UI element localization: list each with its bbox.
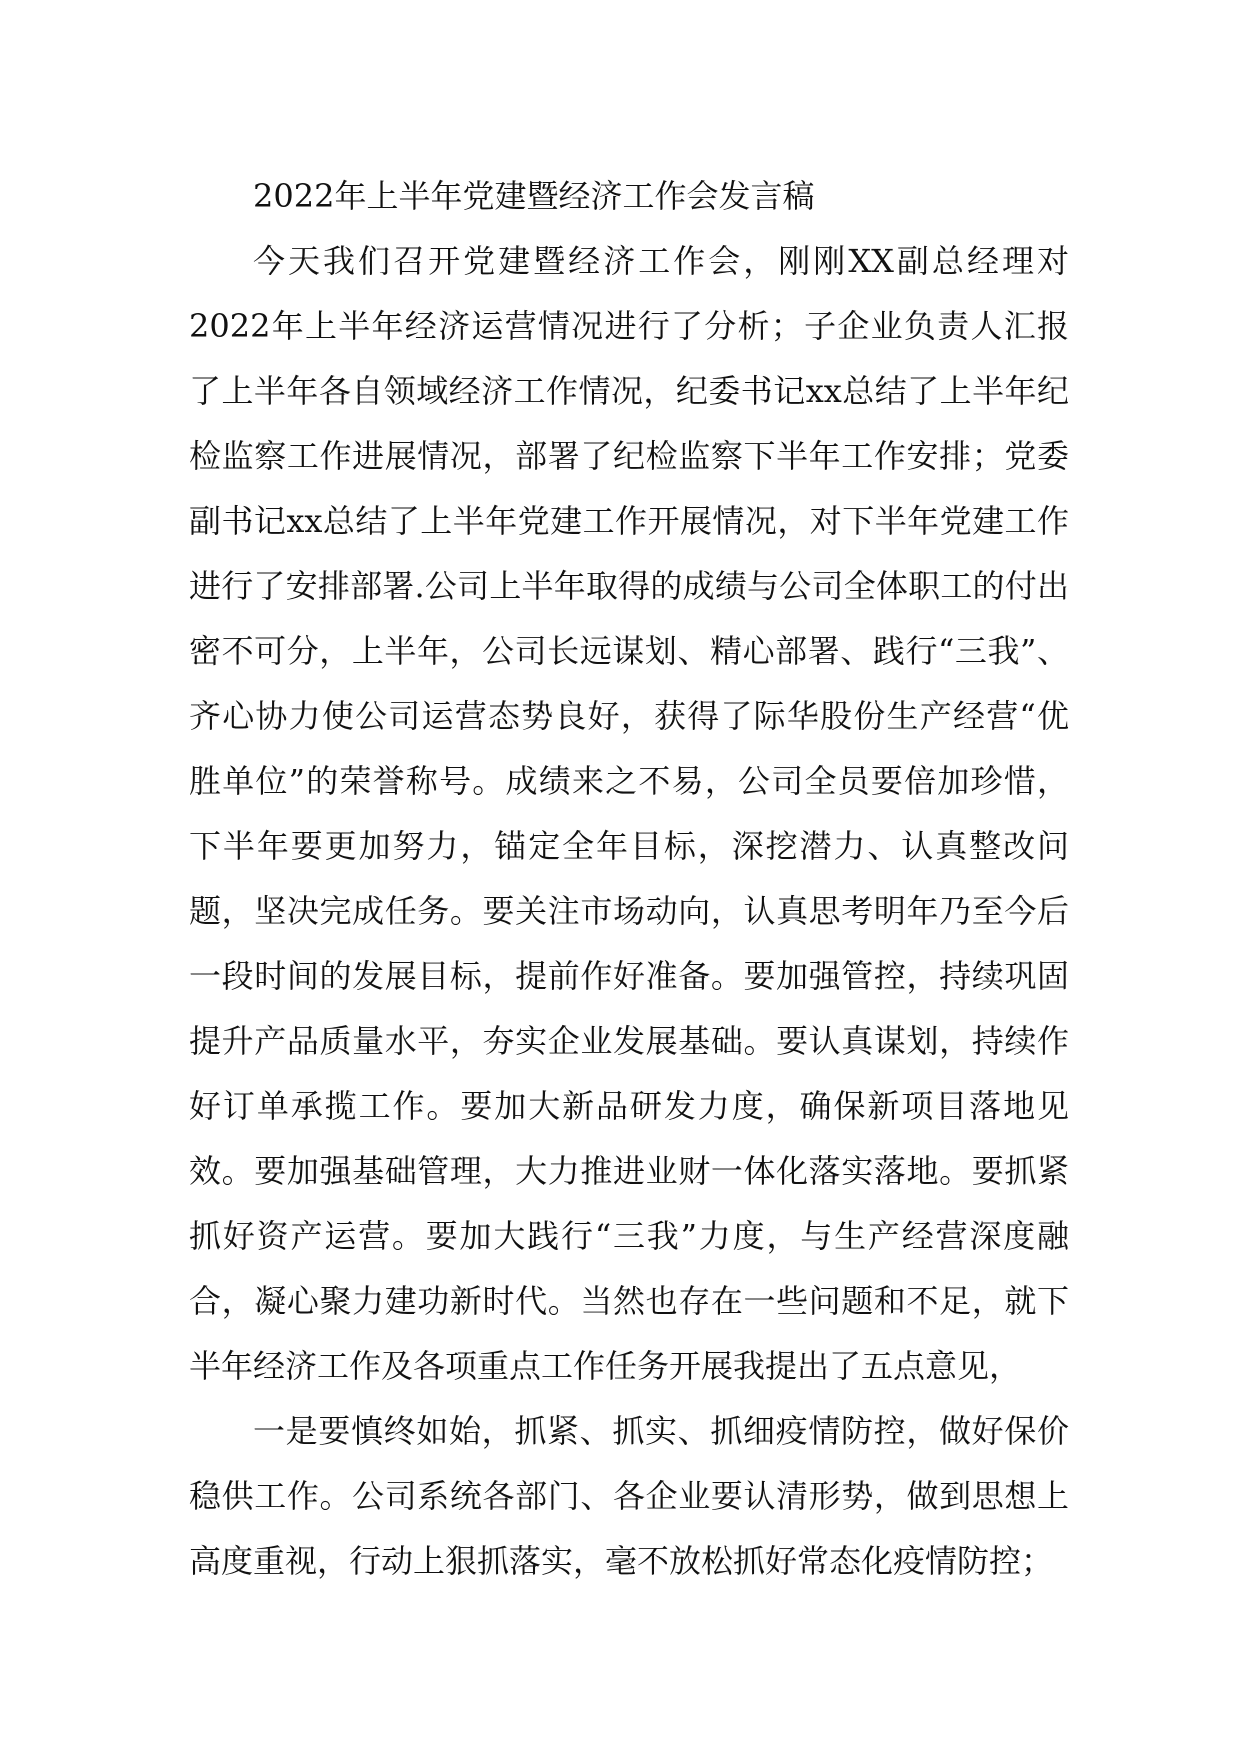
document-body [189, 164, 1069, 1594]
document-title: 2022年上半年党建暨经济工作会发言稿 [253, 177, 815, 215]
paragraph-point-one: 一是要慎终如始，抓紧、抓实、抓细疫情防控，做好保价稳供工作。公司系统各部门、各企业要认清形势，做到思想上高度重视，行动上狠抓落实，毫不放松抓好常态化疫情防控； [189, 1412, 1069, 1580]
paragraph-opening: 今天我们召开党建暨经济工作会，刚刚XX副总经理对2022年上半年经济运营情况进行了分析；子企业负责人汇报了上半年各自领域经济工作情况，纪委书记xx总结了上半年纪检监察工作进展情况，部署了纪检监察下半年工作安排；党委副书记xx总结了上半年党建工作开展情况，对下半年党建工作进行了安排部署.公司上半年取得的成绩与公司全体职工的付出密不可分，上半年，公司长远谋划、精心部署、践行“三我”、齐心协力使公司运营态势良好，获得了际华股份生产经营“优胜单位”的荣誉称号。成绩来之不易，公司全员要倍加珍惜，下半年要更加努力，锚定全年目标，深挖潜力、认真整改问题，坚决完成任务。要关注市场动向，认真思考明年乃至今后一段时间的发展目标，提前作好准备。要加强管控，持续巩固提升产品质量水平，夯实企业发展基础。要认真谋划，持续作好订单承揽工作。要加大新品研发力度，确保新项目落地见效。要加强基础管理，大力推进业财一体化落实落地。要抓紧抓好资产运营。要加大践行“三我”力度，与生产经营深度融合，凝心聚力建功新时代。当然也存在一些问题和不足，就下半年经济工作及各项重点工作任务开展我提出了五点意见， [189, 242, 1069, 1385]
